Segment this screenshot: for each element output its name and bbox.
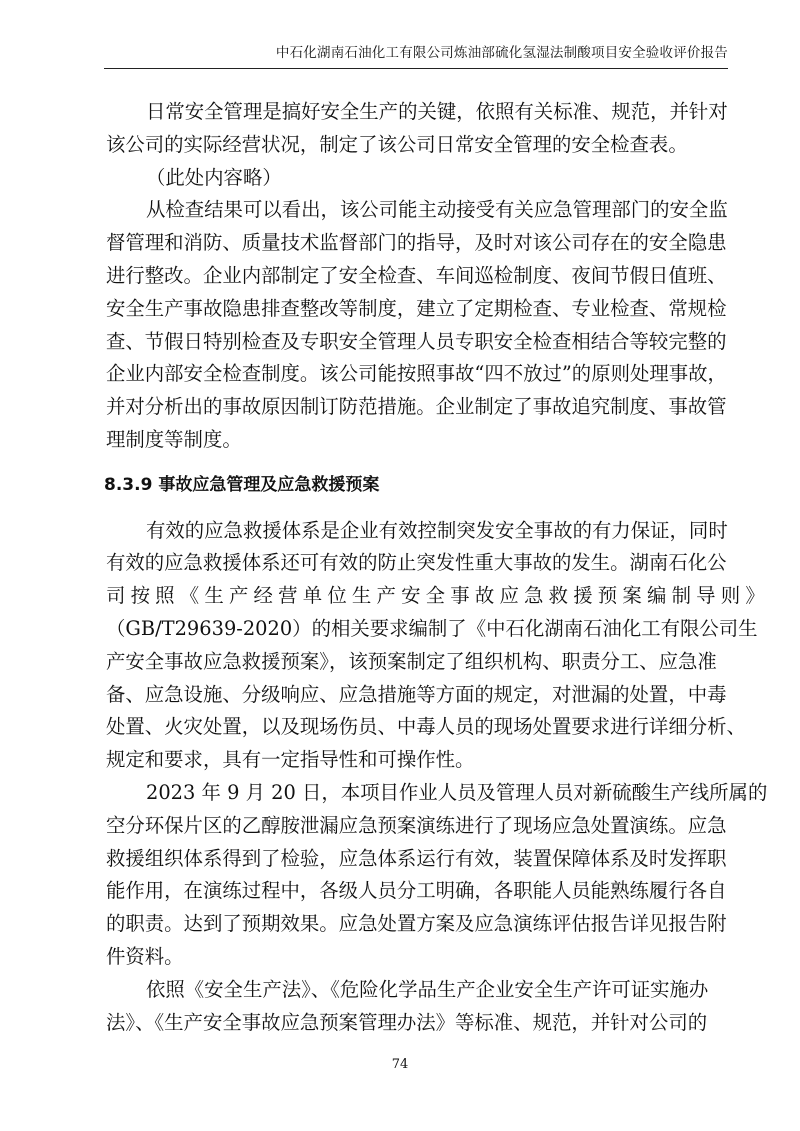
paragraph-line: 该公司的实际经营状况，制定了该公司日常安全管理的安全检查表。 bbox=[106, 132, 688, 156]
section-heading: 8.3.9 事故应急管理及应急救援预案 bbox=[104, 474, 380, 495]
paragraph-line: 2023 年 9 月 20 日，本项目作业人员及管理人员对新硫酸生产线所属的 bbox=[146, 780, 768, 804]
paragraph-line: 的职责。达到了预期效果。应急处置方案及应急演练评估报告详见报告附 bbox=[106, 912, 727, 936]
paragraph-inspection-results bbox=[106, 194, 728, 456]
paragraph-line: 有效的应急救援体系是企业有效控制突发安全事故的有力保证，同时 bbox=[146, 518, 728, 542]
paragraph-line: 空分环保片区的乙醇胺泄漏应急预案演练进行了现场应急处置演练。应急 bbox=[106, 813, 727, 837]
document-body bbox=[104, 96, 770, 1039]
paragraph-emergency-system bbox=[106, 515, 770, 777]
paragraph-line: 规定和要求，具有一定指导性和可操作性。 bbox=[106, 748, 475, 772]
paragraph-line: 企业内部安全检查制度。该公司能按照事故“四不放过”的原则处理事故， bbox=[106, 362, 727, 386]
paragraph-line: 督管理和消防、质量技术监督部门的指导，及时对该公司存在的安全隐患 bbox=[106, 231, 727, 255]
running-header bbox=[104, 42, 728, 69]
paragraph-line: 能作用，在演练过程中，各级人员分工明确，各职能人员能熟练履行各自 bbox=[106, 879, 727, 903]
paragraph-line: 救援组织体系得到了检验，应急体系运行有效，装置保障体系及时发挥职 bbox=[106, 846, 727, 870]
paragraph-line: 备、应急设施、分级响应、应急措施等方面的规定，对泄漏的处置，中毒 bbox=[106, 682, 727, 706]
paragraph-line: 理制度等制度。 bbox=[106, 427, 242, 451]
paragraph-line: 查、节假日特别检查及专职安全管理人员专职安全检查相结合等较完整的 bbox=[106, 329, 727, 353]
paragraph-line: 件资料。 bbox=[106, 944, 184, 968]
report-title: 中石化湖南石油化工有限公司炼油部硫化氢湿法制酸项目安全验收评价报告 bbox=[275, 45, 728, 61]
paragraph-line: 有效的应急救援体系还可有效的防止突发性重大事故的发生。湖南石化公 bbox=[106, 551, 727, 575]
page-number: 74 bbox=[391, 1057, 409, 1072]
paragraph-line: （GB/T29639-2020）的相关要求编制了《中石化湖南石油化工有限公司生 bbox=[106, 616, 758, 640]
paragraph-regulations bbox=[106, 974, 728, 1040]
paragraph-drill bbox=[106, 777, 768, 974]
omitted-content-note: （此处内容略） bbox=[146, 165, 282, 189]
paragraph-line: 安全生产事故隐患排查整改等制度，建立了定期检查、专业检查、常规检 bbox=[106, 296, 727, 320]
paragraph-line: 司按照《生产经营单位生产安全事故应急救援预案编制导则》 bbox=[106, 584, 770, 608]
paragraph-daily-safety bbox=[106, 96, 728, 162]
paragraph-line: 法》、《生产安全事故应急预案管理办法》等标准、规范，并针对公司的 bbox=[106, 1010, 708, 1034]
paragraph-line: 依照《安全生产法》、《危险化学品生产企业安全生产许可证实施办 bbox=[146, 977, 709, 1001]
paragraph-line: 进行整改。企业内部制定了安全检查、车间巡检制度、夜间节假日值班、 bbox=[106, 263, 727, 287]
paragraph-line: 产安全事故应急救援预案》，该预案制定了组织机构、职责分工、应急准 bbox=[106, 649, 717, 673]
paragraph-line: 从检查结果可以看出，该公司能主动接受有关应急管理部门的安全监 bbox=[146, 198, 728, 222]
paragraph-line: 日常安全管理是搞好安全生产的关键，依照有关标准、规范，并针对 bbox=[146, 100, 728, 123]
paragraph-line: 处置、火灾处置，以及现场伤员、中毒人员的现场处置要求进行详细分析、 bbox=[106, 715, 746, 739]
paragraph-line: 并对分析出的事故原因制订防范措施。企业制定了事故追究制度、事故管 bbox=[106, 395, 727, 419]
